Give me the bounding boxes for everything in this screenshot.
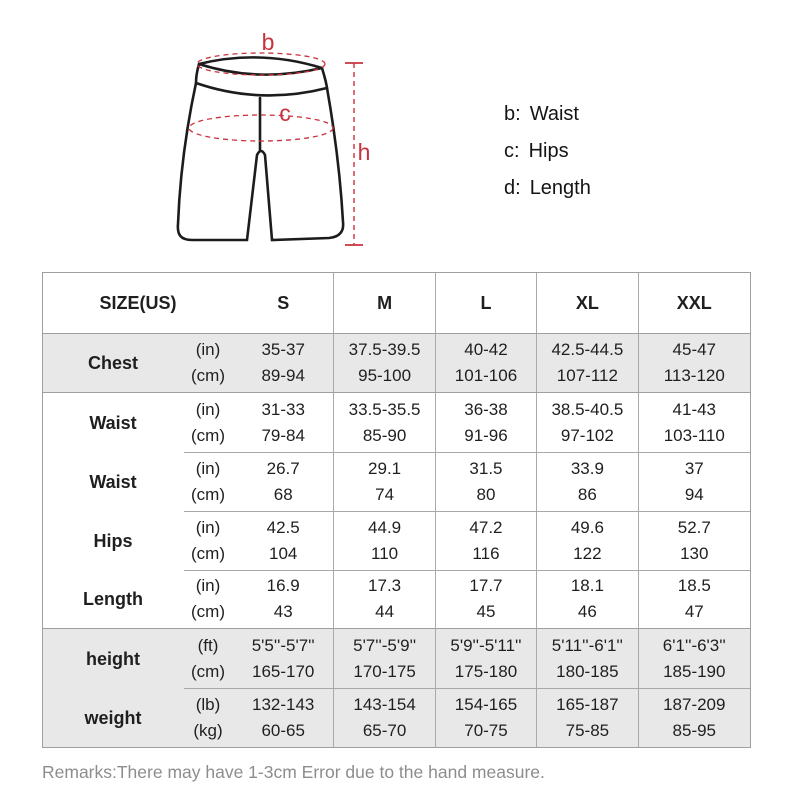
value-cell xyxy=(536,688,637,747)
value-line: 41-43 xyxy=(672,399,717,419)
value-line: 45 xyxy=(476,602,496,621)
value-line: 175-180 xyxy=(454,661,518,681)
value-cell xyxy=(333,688,434,747)
value-line: 132-143 xyxy=(252,694,315,714)
unit-line: (cm) xyxy=(191,366,225,385)
shorts-diagram-svg xyxy=(0,0,800,268)
value-line: 165-187 xyxy=(556,694,619,714)
value-cell xyxy=(233,393,333,452)
value-line: 44 xyxy=(375,602,395,621)
value-line: 154-165 xyxy=(454,694,518,714)
unit-line: (cm) xyxy=(191,661,225,681)
value-cell xyxy=(333,629,434,688)
value-line: 107-112 xyxy=(556,366,618,385)
value-cell xyxy=(638,511,750,570)
value-line: 75-85 xyxy=(565,720,610,740)
value-cell xyxy=(536,452,637,511)
value-cell xyxy=(233,688,333,747)
value-cell xyxy=(233,629,333,688)
unit-line: (in) xyxy=(195,576,221,595)
value-line: 91-96 xyxy=(464,425,508,445)
value-cell xyxy=(536,570,637,628)
value-line: 17.7 xyxy=(469,576,503,595)
value-line: 35-37 xyxy=(261,340,305,359)
table-row-hips xyxy=(43,511,750,570)
shorts-outline xyxy=(178,57,343,240)
value-cell xyxy=(435,393,536,452)
row-units xyxy=(183,452,233,511)
shorts-measurement-diagram xyxy=(0,0,800,268)
value-cell xyxy=(333,452,434,511)
unit-line: (in) xyxy=(195,458,221,478)
value-line: 180-185 xyxy=(556,661,619,681)
value-line: 74 xyxy=(375,484,395,504)
row-label: height xyxy=(86,648,140,669)
shorts-body xyxy=(178,83,343,240)
measurement-legend xyxy=(504,102,591,200)
value-line: 5'9''-5'11'' xyxy=(450,635,522,655)
marker-b: b xyxy=(261,29,275,55)
value-line: 5'7''-5'9'' xyxy=(353,635,417,655)
value-line: 143-154 xyxy=(353,694,416,714)
value-line: 49.6 xyxy=(570,517,604,537)
unit-line: (in) xyxy=(195,399,221,419)
row-label: Waist xyxy=(89,412,137,433)
remarks-note: Remarks:There may have 1-3cm Error due to the hand measure. xyxy=(42,762,545,782)
col-header-xxl: XXL xyxy=(638,273,750,333)
value-line: 17.3 xyxy=(368,576,402,595)
value-line: 47 xyxy=(684,602,704,621)
value-line: 40-42 xyxy=(464,340,508,359)
value-line: 85-95 xyxy=(672,720,717,740)
value-cell xyxy=(638,688,750,747)
value-line: 103-110 xyxy=(663,425,725,445)
value-cell xyxy=(638,393,750,452)
value-line: 185-190 xyxy=(663,661,726,681)
legend-item-waist xyxy=(504,102,591,126)
legend-key: c: xyxy=(504,140,520,162)
value-line: 104 xyxy=(269,543,298,563)
value-line: 52.7 xyxy=(677,517,711,537)
legend-item-length xyxy=(504,176,591,200)
value-line: 5'5''-5'7'' xyxy=(251,635,315,655)
value-cell xyxy=(233,570,333,628)
row-label: weight xyxy=(84,707,142,728)
unit-line: (cm) xyxy=(191,484,225,504)
col-header-s: S xyxy=(277,293,290,313)
value-line: 68 xyxy=(273,484,293,504)
value-cell xyxy=(638,452,750,511)
value-line: 86 xyxy=(577,484,597,504)
table-row-chest xyxy=(43,334,750,393)
value-cell xyxy=(435,334,536,392)
table-row-waist-range xyxy=(43,393,750,452)
row-label: Waist xyxy=(89,471,137,492)
value-line: 18.5 xyxy=(677,576,711,595)
value-line: 37 xyxy=(684,458,704,478)
unit-line: (in) xyxy=(195,340,221,359)
size-table xyxy=(42,272,751,748)
value-cell xyxy=(536,334,637,392)
value-line: 94 xyxy=(684,484,704,504)
value-line: 70-75 xyxy=(464,720,508,740)
value-line: 113-120 xyxy=(663,366,725,385)
value-line: 29.1 xyxy=(368,458,402,478)
value-cell xyxy=(333,334,434,392)
legend-key: d: xyxy=(504,177,521,199)
value-cell xyxy=(233,511,333,570)
value-line: 47.2 xyxy=(469,517,503,537)
col-header-l: L xyxy=(435,273,536,333)
legend-item-hips xyxy=(504,139,591,163)
value-line: 130 xyxy=(680,543,709,563)
value-line: 16.9 xyxy=(266,576,300,595)
unit-line: (in) xyxy=(195,517,221,537)
value-line: 31-33 xyxy=(261,399,305,419)
table-row-waist-single xyxy=(43,452,750,511)
value-line: 116 xyxy=(472,543,500,563)
value-line: 45-47 xyxy=(672,340,717,359)
value-cell xyxy=(638,629,750,688)
value-cell xyxy=(435,688,536,747)
row-label: Hips xyxy=(93,530,133,551)
unit-line: (cm) xyxy=(191,602,225,621)
unit-line: (cm) xyxy=(191,543,225,563)
value-line: 44.9 xyxy=(368,517,402,537)
value-line: 80 xyxy=(476,484,496,504)
value-line: 37.5-39.5 xyxy=(348,340,421,359)
row-units xyxy=(183,629,233,688)
value-line: 101-106 xyxy=(454,366,518,385)
value-line: 46 xyxy=(577,602,597,621)
legend-label: Length xyxy=(529,177,591,199)
value-cell xyxy=(233,334,333,392)
row-label: Length xyxy=(83,589,143,609)
value-line: 26.7 xyxy=(266,458,300,478)
value-cell xyxy=(536,629,637,688)
value-line: 42.5-44.5 xyxy=(551,340,624,359)
row-units xyxy=(183,334,233,392)
value-line: 38.5-40.5 xyxy=(551,399,624,419)
value-cell xyxy=(435,629,536,688)
value-line: 97-102 xyxy=(560,425,614,445)
value-cell xyxy=(333,570,434,628)
value-line: 89-94 xyxy=(261,366,305,385)
value-cell xyxy=(333,511,434,570)
value-line: 18.1 xyxy=(570,576,604,595)
value-cell xyxy=(233,452,333,511)
unit-line: (lb) xyxy=(195,694,221,714)
value-line: 5'11''-6'1'' xyxy=(551,635,623,655)
value-cell xyxy=(435,452,536,511)
value-line: 170-175 xyxy=(353,661,416,681)
row-units xyxy=(183,688,233,747)
legend-label: Hips xyxy=(528,140,569,162)
value-line: 65-70 xyxy=(362,720,407,740)
value-line: 43 xyxy=(273,602,293,621)
row-label: Chest xyxy=(87,353,138,373)
table-row-length xyxy=(43,570,750,629)
row-units xyxy=(183,570,233,628)
unit-line: (kg) xyxy=(193,720,223,740)
marker-c: c xyxy=(279,100,291,126)
value-line: 42.5 xyxy=(266,517,300,537)
value-line: 85-90 xyxy=(362,425,407,445)
table-row-weight xyxy=(43,688,750,747)
row-units xyxy=(183,511,233,570)
value-line: 33.5-35.5 xyxy=(348,399,421,419)
value-line: 36-38 xyxy=(464,399,508,419)
table-header-row xyxy=(43,273,750,334)
col-header-xl: XL xyxy=(536,273,637,333)
row-units xyxy=(183,393,233,452)
value-line: 110 xyxy=(371,543,399,563)
value-line: 60-65 xyxy=(261,720,305,740)
value-line: 33.9 xyxy=(570,458,604,478)
value-cell xyxy=(536,511,637,570)
col-header-m: M xyxy=(333,273,434,333)
value-line: 187-209 xyxy=(663,694,726,714)
value-line: 79-84 xyxy=(261,425,305,445)
marker-h: h xyxy=(357,139,371,165)
value-cell xyxy=(638,570,750,628)
table-row-height xyxy=(43,629,750,688)
value-line: 6'1''-6'3'' xyxy=(662,635,726,655)
value-cell xyxy=(435,570,536,628)
size-us-header: SIZE(US) xyxy=(99,293,177,313)
value-line: 31.5 xyxy=(469,458,503,478)
value-cell xyxy=(333,393,434,452)
unit-line: (cm) xyxy=(191,425,225,445)
value-cell xyxy=(435,511,536,570)
value-cell xyxy=(536,393,637,452)
legend-key: b: xyxy=(504,103,521,125)
value-line: 122 xyxy=(573,543,602,563)
unit-line: (ft) xyxy=(197,635,219,655)
value-cell xyxy=(638,334,750,392)
value-line: 165-170 xyxy=(252,661,315,681)
value-line: 95-100 xyxy=(358,366,412,385)
legend-label: Waist xyxy=(529,103,579,125)
